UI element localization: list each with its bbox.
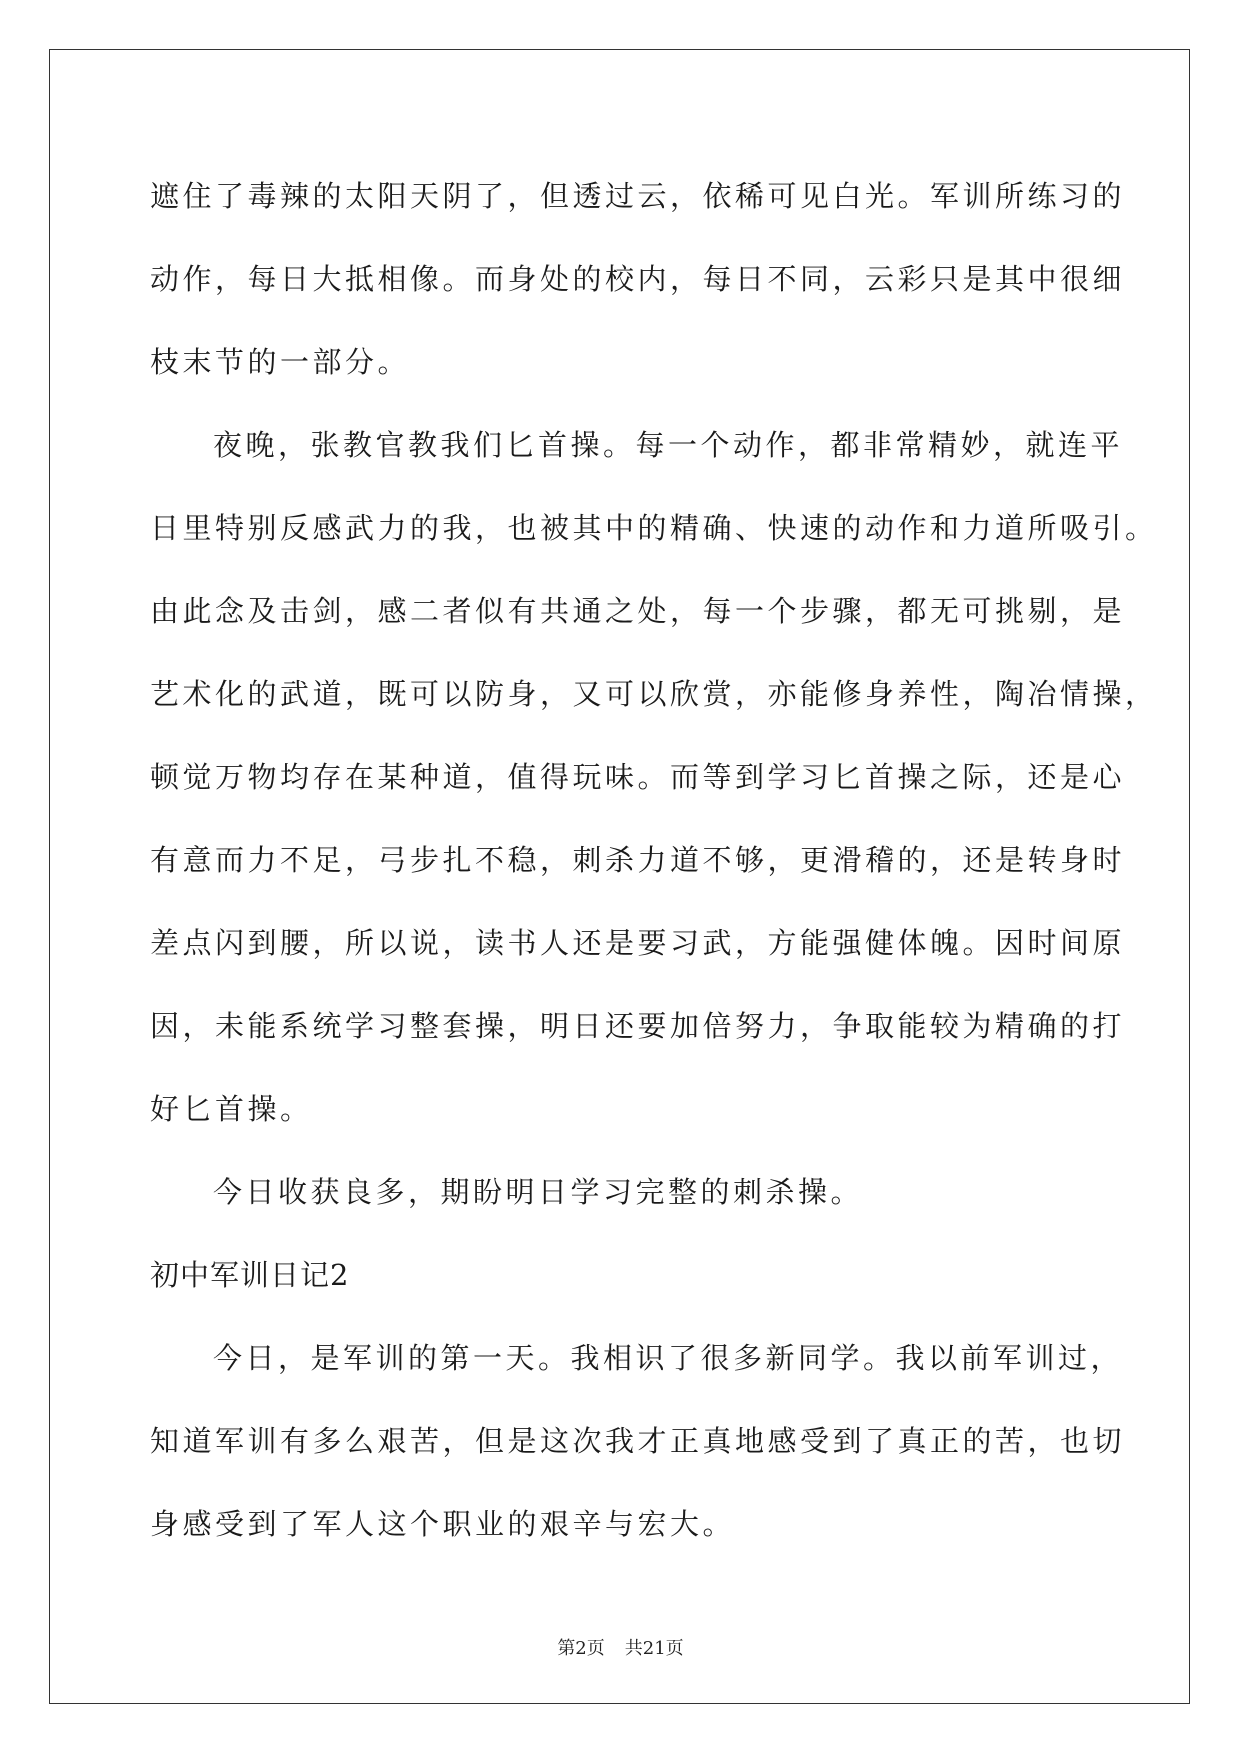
text-line: 顿觉万物均存在某种道，值得玩味。而等到学习匕首操之际，还是心 (150, 760, 1126, 794)
paragraph-start-line: 今日，是军训的第一天。我相识了很多新同学。我以前军训过， (213, 1341, 1124, 1375)
page-total: 共21页 (624, 1638, 684, 1659)
text-line: 艺术化的武道，既可以防身，又可以欣赏，亦能修身养性，陶冶情操， (150, 677, 1158, 711)
section-heading: 初中军训日记2 (150, 1258, 350, 1292)
paragraph-start-line: 夜晚，张教官教我们匕首操。每一个动作，都非常精妙，就连平 (213, 428, 1124, 462)
page-number: 第2页 (557, 1638, 605, 1659)
text-line: 知道军训有多么艰苦，但是这次我才正真地感受到了真正的苦，也切 (150, 1424, 1126, 1458)
text-line: 有意而力不足，弓步扎不稳，刺杀力道不够，更滑稽的，还是转身时 (150, 843, 1126, 877)
document-body (150, 155, 1158, 1566)
paragraph-start-line: 今日收获良多，期盼明日学习完整的刺杀操。 (213, 1175, 864, 1209)
text-line: 遮住了毒辣的太阳天阴了，但透过云，依稀可见白光。军训所练习的 (150, 179, 1126, 213)
page-footer (0, 1634, 1241, 1660)
text-line: 差点闪到腰，所以说，读书人还是要习武，方能强健体魄。因时间原 (150, 926, 1126, 960)
text-line: 因，未能系统学习整套操，明日还要加倍努力，争取能较为精确的打 (150, 1009, 1126, 1043)
text-line: 动作，每日大抵相像。而身处的校内，每日不同，云彩只是其中很细 (150, 262, 1126, 296)
text-line: 枝末节的一部分。 (150, 345, 411, 379)
text-line: 由此念及击剑，感二者似有共通之处，每一个步骤，都无可挑剔，是 (150, 594, 1126, 628)
text-line: 好匕首操。 (150, 1092, 313, 1126)
text-line: 身感受到了军人这个职业的艰辛与宏大。 (150, 1507, 736, 1541)
text-line: 日里特别反感武力的我，也被其中的精确、快速的动作和力道所吸引。 (150, 511, 1158, 545)
